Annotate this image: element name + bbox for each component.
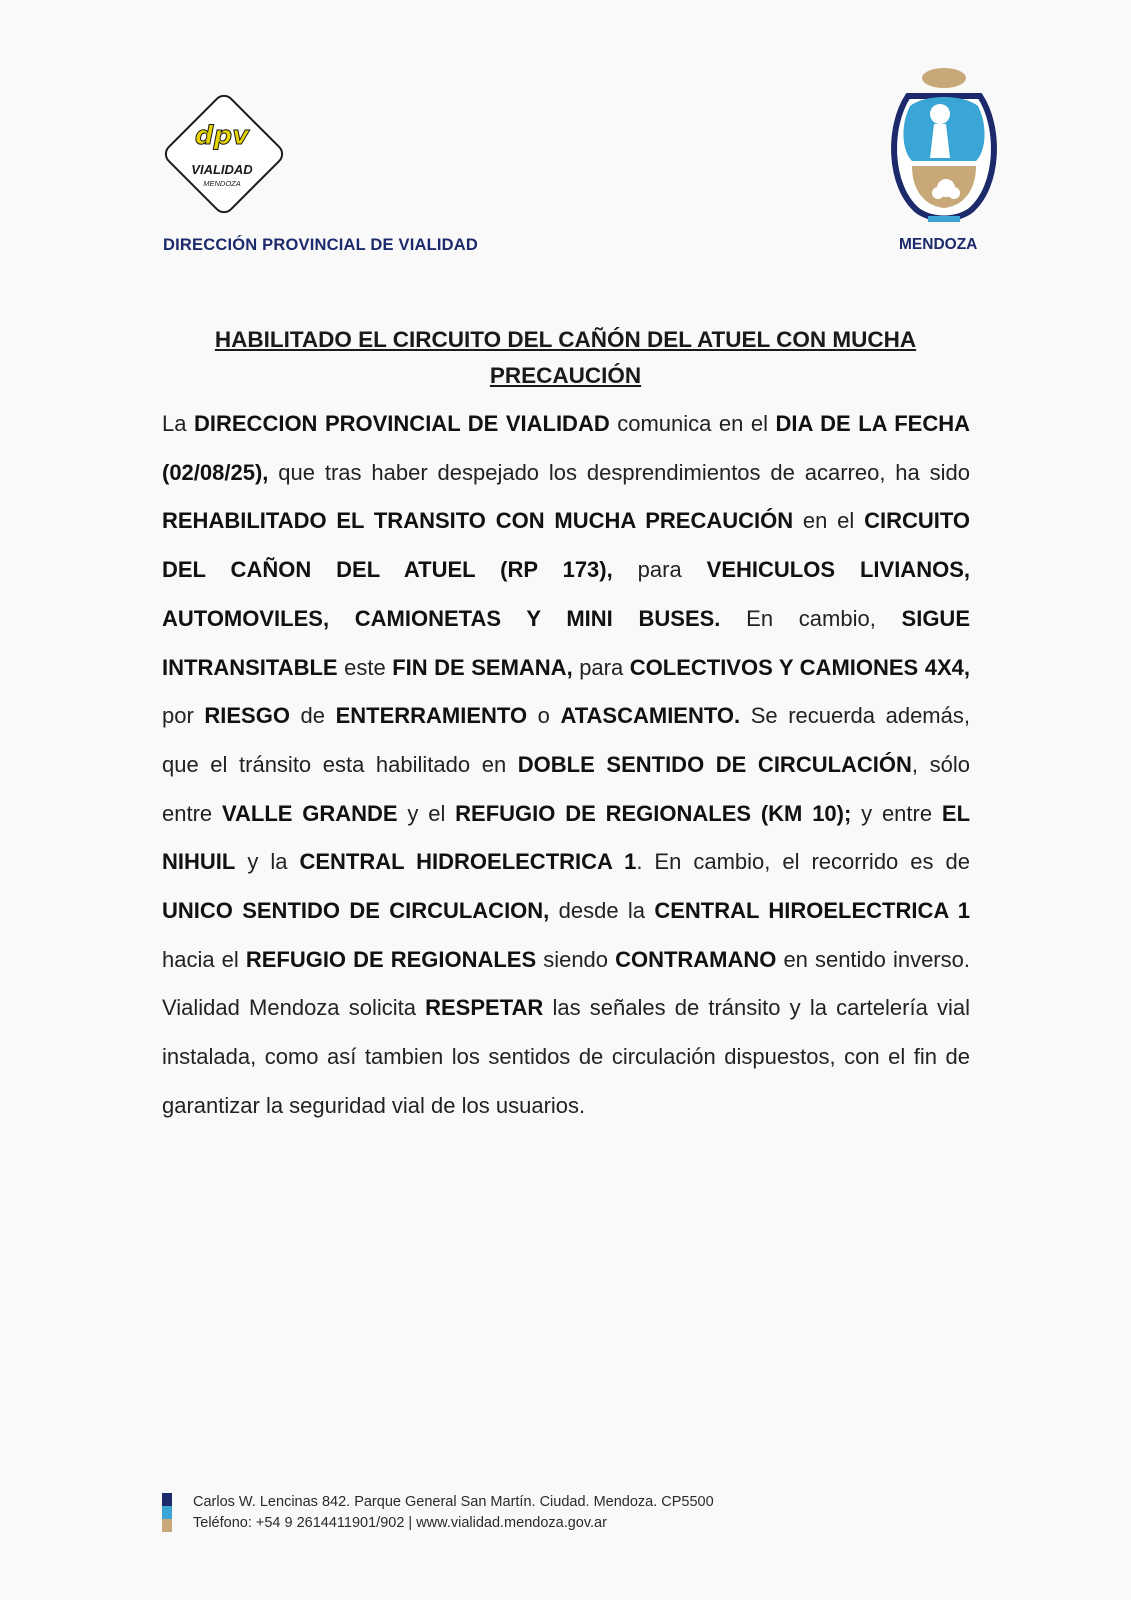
body-bold-segment: REFUGIO DE REGIONALES (245, 946, 537, 972)
body-text-segment: y el (397, 800, 456, 826)
body-bold-segment: RESPETAR (425, 995, 544, 1021)
body-text-segment: comunica en el (609, 411, 776, 436)
body-text-segment: o (527, 703, 561, 729)
body-text-segment: . En cambio, el recorrido es de (636, 849, 970, 875)
body-bold-segment: DOBLE SENTIDO DE CIRCULACIÓN (517, 751, 912, 777)
body-text-segment: La (162, 411, 194, 436)
body-text-segment: Se recuerda además, que el tránsito esta habilitado en (162, 703, 970, 777)
footer-color-bar (162, 1493, 172, 1532)
org-name: DIRECCIÓN PROVINCIAL DE VIALIDAD (163, 236, 479, 254)
title-line-2: PRECAUCIÓN (489, 363, 642, 388)
body-bold-segment: VALLE GRANDE (221, 800, 398, 826)
body-text-segment: este (337, 654, 393, 680)
body-text-segment: siendo (536, 946, 616, 972)
body-bold-segment: EL NIHUIL (162, 800, 971, 875)
mendoza-coat-of-arms-icon (888, 66, 1004, 228)
body-text-segment: desde la (549, 898, 655, 924)
body-bold-segment: CENTRAL HIDROELECTRICA 1 (299, 849, 637, 875)
footer-bar-navy (162, 1493, 172, 1506)
body-bold-segment: SIGUE INTRANSITABLE (162, 605, 970, 680)
footer-bar-blue (162, 1506, 172, 1519)
footer-bar-gold (162, 1519, 172, 1532)
body-text-segment: que tras haber despejado los desprendimientos de acarreo, ha sido (268, 459, 970, 485)
body-text-segment: para (612, 557, 707, 583)
body-bold-segment: VEHICULOS LIVIANOS, AUTOMOVILES, CAMIONETAS Y MINI BUSES. (162, 557, 970, 631)
body-text-segment: y entre (851, 800, 942, 826)
body-bold-segment: UNICO SENTIDO DE CIRCULACION, (162, 898, 550, 924)
body-text-segment: hacia el (162, 946, 246, 972)
logo-name: VIALIDAD (191, 162, 253, 177)
body-bold-segment: RIESGO (204, 703, 290, 729)
footer-phone-web: Teléfono: +54 9 2614411901/902 | www.vialidad.mendoza.gov.ar (193, 1515, 607, 1531)
vialidad-logo (160, 90, 288, 218)
body-text-segment: por (162, 703, 205, 729)
press-release-title (200, 322, 931, 394)
press-release-body (162, 400, 970, 1131)
body-bold-segment: COLECTIVOS Y CAMIONES 4X4, (629, 654, 970, 680)
body-bold-segment: REFUGIO DE REGIONALES (KM 10); (455, 800, 852, 826)
body-text-segment: En cambio, (720, 605, 902, 631)
body-text-segment: de (289, 703, 336, 729)
footer-contact (193, 1492, 714, 1534)
body-bold-segment: CIRCUITO DEL CAÑON DEL ATUEL (RP 173), (162, 508, 970, 583)
body-text-segment: para (572, 654, 630, 680)
body-bold-segment: DIRECCION PROVINCIAL DE VIALIDAD (194, 411, 610, 436)
body-text-segment: en sentido inverso. Vialidad Mendoza solicita (162, 946, 970, 1021)
body-bold-segment: CENTRAL HIROELECTRICA 1 (654, 898, 970, 924)
body-bold-segment: DIA DE LA FECHA (02/08/25), (162, 411, 970, 485)
body-text-segment: las señales de tránsito y la cartelería vial instalada, como así tambien los sentidos de circulación dispuestos, con el fin de garantizar la seguridad vial de los usuarios. (162, 995, 971, 1118)
body-bold-segment: ENTERRAMIENTO (335, 703, 528, 729)
logo-subname: MENDOZA (203, 179, 241, 188)
province-name: MENDOZA (899, 236, 978, 253)
body-text-segment: , sólo entre (162, 751, 970, 826)
body-text-segment: en el (793, 508, 865, 534)
title-line-1: HABILITADO EL CIRCUITO DEL CAÑÓN DEL ATUEL CON MUCHA (214, 327, 917, 352)
body-bold-segment: CONTRAMANO (615, 946, 777, 972)
body-bold-segment: FIN DE SEMANA, (392, 654, 573, 680)
footer-address: Carlos W. Lencinas 842. Parque General San Martín. Ciudad. Mendoza. CP5500 (193, 1494, 714, 1510)
dpv-monogram: dpv (194, 121, 250, 151)
body-text-segment: y la (235, 849, 300, 875)
body-bold-segment: ATASCAMIENTO. (560, 703, 741, 729)
body-bold-segment: REHABILITADO EL TRANSITO CON MUCHA PRECAUCIÓN (162, 508, 794, 534)
